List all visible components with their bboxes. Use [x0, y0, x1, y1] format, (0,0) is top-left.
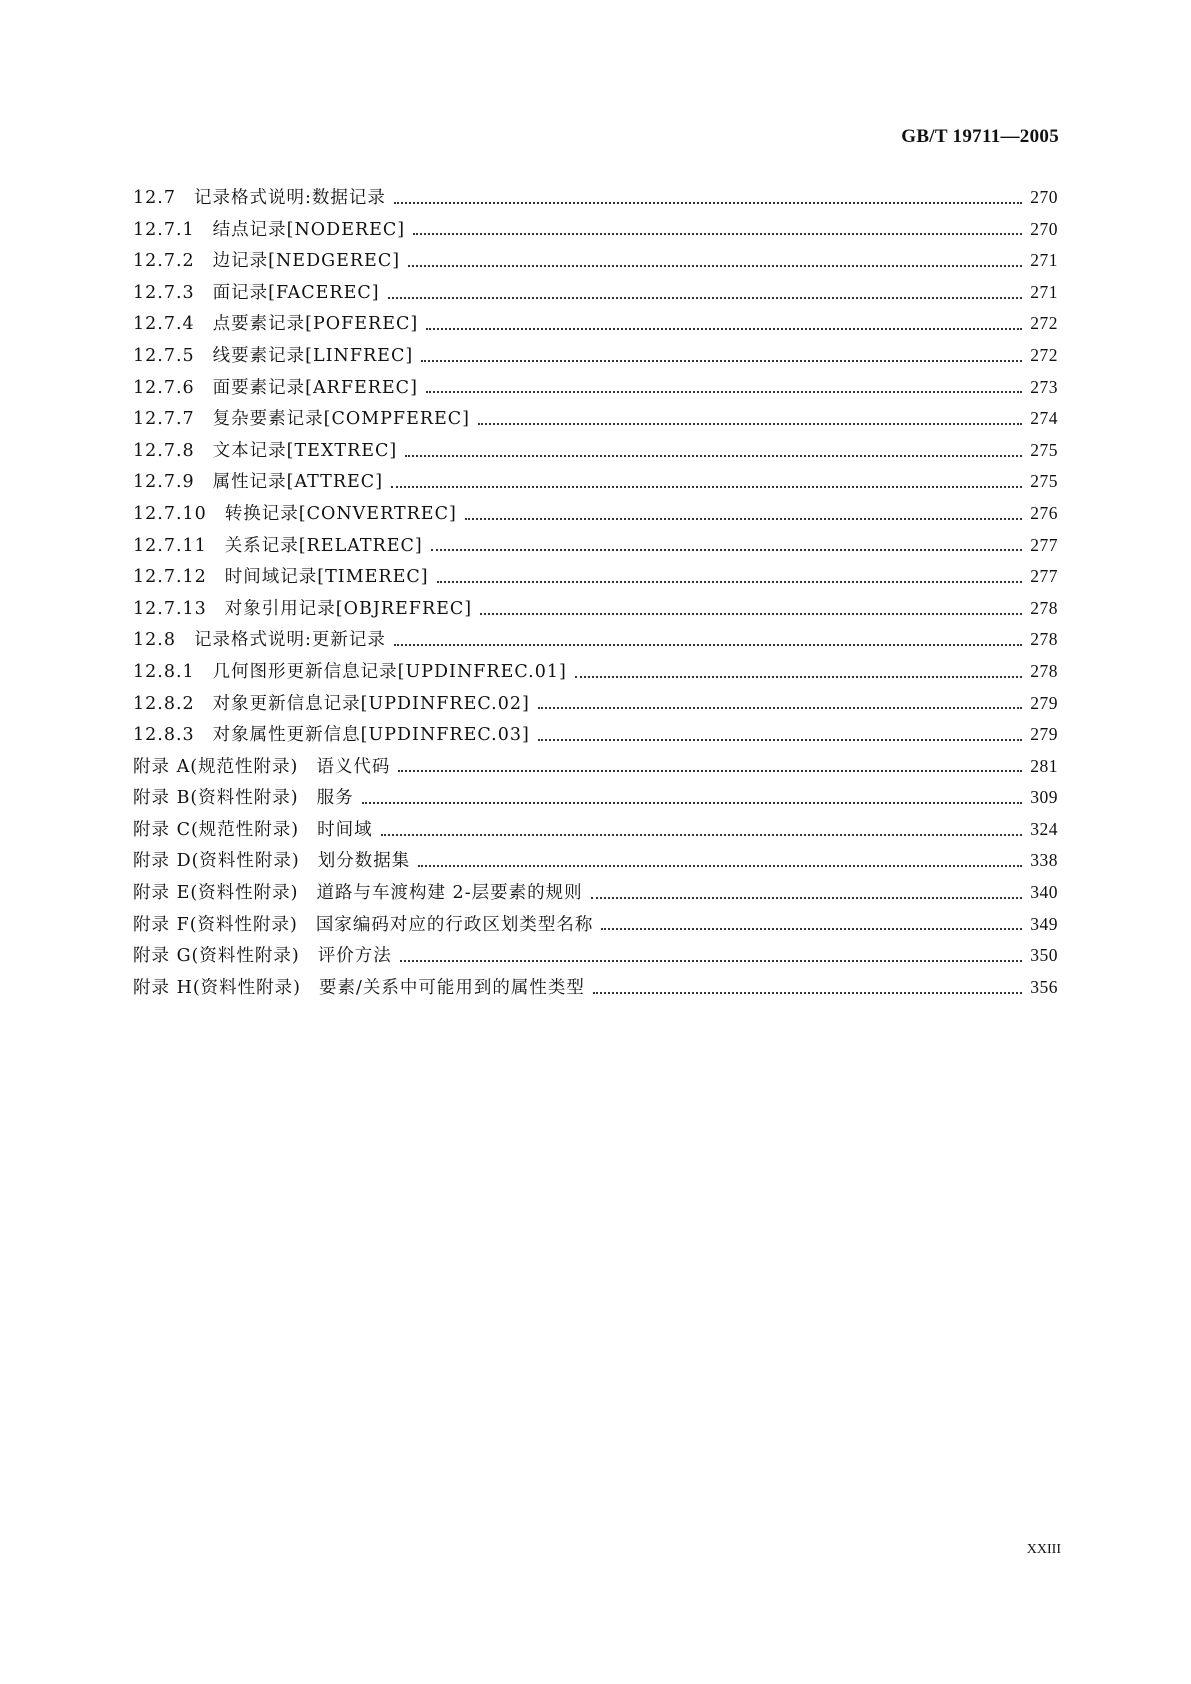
toc-entry-page: 338 — [1030, 850, 1058, 871]
dot-leader — [394, 630, 1022, 650]
dot-leader — [480, 599, 1022, 619]
toc-entry-title: 面记录[FACEREC] — [212, 282, 380, 303]
toc-entry-page: 270 — [1030, 218, 1058, 239]
dot-leader — [413, 219, 1022, 239]
toc-entry-page: 309 — [1030, 787, 1058, 808]
toc-entry-number: 12.7.13 — [133, 598, 207, 619]
toc-entry[interactable] — [133, 940, 1058, 972]
toc-entry[interactable] — [133, 688, 1058, 720]
dot-leader — [593, 978, 1022, 998]
toc-entry-number: 附录 A(规范性附录) — [133, 756, 299, 777]
dot-leader — [381, 820, 1023, 840]
table-of-contents — [133, 182, 1058, 1003]
toc-entry-page: 275 — [1030, 471, 1058, 492]
toc-entry-title: 国家编码对应的行政区划类型名称 — [315, 914, 594, 935]
toc-entry-page: 277 — [1030, 534, 1058, 555]
toc-entry-title: 记录格式说明:更新记录 — [193, 630, 386, 651]
toc-entry[interactable] — [133, 340, 1058, 372]
toc-entry-title: 边记录[NEDGEREC] — [212, 251, 401, 272]
toc-entry-number: 附录 G(资料性附录) — [133, 946, 300, 967]
toc-entry-page: 340 — [1030, 882, 1058, 903]
toc-entry-number: 12.7.2 — [133, 251, 195, 272]
toc-entry-title: 复杂要素记录[COMPFEREC] — [212, 409, 471, 430]
toc-entry-number: 12.8 — [133, 630, 176, 651]
toc-entry[interactable] — [133, 308, 1058, 340]
toc-entry-page: 274 — [1030, 408, 1058, 429]
dot-leader — [575, 662, 1022, 682]
toc-entry-number: 附录 C(规范性附录) — [133, 819, 300, 840]
toc-entry-page: 272 — [1030, 344, 1058, 365]
dot-leader — [601, 914, 1022, 934]
dot-leader — [391, 472, 1022, 492]
toc-entry-page: 281 — [1030, 755, 1058, 776]
toc-entry-number: 12.8.1 — [133, 661, 195, 682]
dot-leader — [538, 693, 1022, 713]
toc-entry-title: 文本记录[TEXTREC] — [212, 440, 398, 461]
dot-leader — [388, 283, 1023, 303]
toc-entry[interactable] — [133, 593, 1058, 625]
dot-leader — [437, 567, 1023, 587]
toc-entry-number: 附录 H(资料性附录) — [133, 977, 301, 998]
toc-entry-number: 附录 B(资料性附录) — [133, 788, 299, 809]
toc-entry-title: 道路与车渡构建 2-层要素的规则 — [316, 883, 583, 904]
toc-entry-page: 272 — [1030, 313, 1058, 334]
toc-entry-title: 属性记录[ATTREC] — [212, 472, 384, 493]
toc-entry-number: 12.7.11 — [133, 535, 207, 556]
toc-entry-title: 时间域记录[TIMEREC] — [224, 567, 429, 588]
toc-entry[interactable] — [133, 214, 1058, 246]
toc-entry-number: 12.7.7 — [133, 409, 195, 430]
toc-entry-title: 时间域 — [317, 819, 373, 840]
toc-entry-title: 面要素记录[ARFEREC] — [212, 377, 418, 398]
dot-leader — [405, 441, 1022, 461]
toc-entry[interactable] — [133, 245, 1058, 277]
toc-entry[interactable] — [133, 972, 1058, 1004]
dot-leader — [478, 409, 1022, 429]
toc-entry[interactable] — [133, 403, 1058, 435]
toc-entry-page: 278 — [1030, 597, 1058, 618]
toc-entry[interactable] — [133, 877, 1058, 909]
toc-entry-page: 350 — [1030, 945, 1058, 966]
toc-entry-number: 12.7.6 — [133, 377, 195, 398]
toc-entry-page: 276 — [1030, 502, 1058, 523]
toc-entry-page: 273 — [1030, 376, 1058, 397]
toc-entry-title: 线要素记录[LINFREC] — [212, 345, 414, 366]
toc-entry[interactable] — [133, 466, 1058, 498]
toc-entry-number: 12.7.12 — [133, 567, 207, 588]
toc-entry-title: 对象属性更新信息[UPDINFREC.03] — [212, 725, 530, 746]
toc-entry[interactable] — [133, 277, 1058, 309]
toc-entry-page: 277 — [1030, 566, 1058, 587]
toc-entry-number: 12.8.3 — [133, 725, 195, 746]
toc-entry-number: 附录 D(资料性附录) — [133, 851, 300, 872]
toc-entry-page: 356 — [1030, 976, 1058, 997]
dot-leader — [431, 535, 1023, 555]
dot-leader — [538, 725, 1022, 745]
toc-entry-title: 服务 — [316, 788, 354, 809]
toc-entry-page: 278 — [1030, 629, 1058, 650]
toc-entry-title: 关系记录[RELATREC] — [224, 535, 423, 556]
toc-entry-page: 271 — [1030, 281, 1058, 302]
toc-entry-page: 279 — [1030, 692, 1058, 713]
toc-entry-page: 279 — [1030, 724, 1058, 745]
toc-entry-number: 12.7.10 — [133, 503, 207, 524]
toc-entry-title: 语义代码 — [316, 756, 391, 777]
toc-entry-page: 324 — [1030, 818, 1058, 839]
toc-entry[interactable] — [133, 182, 1058, 214]
toc-entry-number: 12.7.4 — [133, 314, 195, 335]
toc-entry-title: 几何图形更新信息记录[UPDINFREC.01] — [212, 661, 567, 682]
toc-entry[interactable] — [133, 782, 1058, 814]
toc-entry-page: 270 — [1030, 187, 1058, 207]
toc-entry-number: 12.7.1 — [133, 219, 195, 240]
toc-entry-title: 转换记录[CONVERTREC] — [224, 503, 457, 524]
document-code: GB/T 19711—2005 — [901, 126, 1059, 147]
toc-entry[interactable] — [133, 435, 1058, 467]
toc-entry[interactable] — [133, 624, 1058, 656]
toc-entry-title: 结点记录[NODEREC] — [212, 219, 406, 240]
toc-entry-title: 记录格式说明:数据记录 — [193, 188, 386, 208]
page-number: XXIII — [1026, 1542, 1061, 1557]
dot-leader — [400, 946, 1023, 966]
toc-entry-number: 附录 E(资料性附录) — [133, 883, 299, 904]
toc-entry[interactable] — [133, 909, 1058, 941]
dot-leader — [426, 314, 1022, 334]
dot-leader — [408, 251, 1022, 271]
toc-entry[interactable] — [133, 372, 1058, 404]
toc-entry-page: 278 — [1030, 660, 1058, 681]
toc-entry[interactable] — [133, 498, 1058, 530]
toc-entry[interactable] — [133, 751, 1058, 783]
dot-leader — [418, 851, 1022, 871]
toc-entry[interactable] — [133, 719, 1058, 751]
toc-entry[interactable] — [133, 845, 1058, 877]
toc-entry-number: 12.7.8 — [133, 440, 195, 461]
toc-entry-title: 划分数据集 — [317, 851, 411, 872]
dot-leader — [591, 883, 1023, 903]
toc-entry[interactable] — [133, 530, 1058, 562]
toc-entry-number: 12.7 — [133, 188, 176, 208]
toc-entry[interactable] — [133, 561, 1058, 593]
toc-entry-number: 12.7.3 — [133, 282, 195, 303]
dot-leader — [394, 188, 1022, 208]
toc-entry-number: 12.7.5 — [133, 345, 195, 366]
toc-entry[interactable] — [133, 814, 1058, 846]
toc-entry-page: 275 — [1030, 439, 1058, 460]
dot-leader — [398, 756, 1022, 776]
toc-entry-title: 要素/关系中可能用到的属性类型 — [318, 977, 585, 998]
toc-entry-page: 271 — [1030, 250, 1058, 271]
dot-leader — [426, 377, 1022, 397]
dot-leader — [362, 788, 1023, 808]
toc-entry-number: 附录 F(资料性附录) — [133, 914, 298, 935]
toc-entry-number: 12.8.2 — [133, 693, 195, 714]
toc-entry-title: 点要素记录[POFEREC] — [212, 314, 419, 335]
dot-leader — [465, 504, 1022, 524]
toc-entry[interactable] — [133, 656, 1058, 688]
toc-entry-number: 12.7.9 — [133, 472, 195, 493]
toc-entry-title: 对象引用记录[OBJREFREC] — [224, 598, 473, 619]
toc-entry-title: 对象更新信息记录[UPDINFREC.02] — [212, 693, 530, 714]
toc-entry-page: 349 — [1030, 913, 1058, 934]
toc-entry-title: 评价方法 — [317, 946, 392, 967]
dot-leader — [421, 346, 1022, 366]
